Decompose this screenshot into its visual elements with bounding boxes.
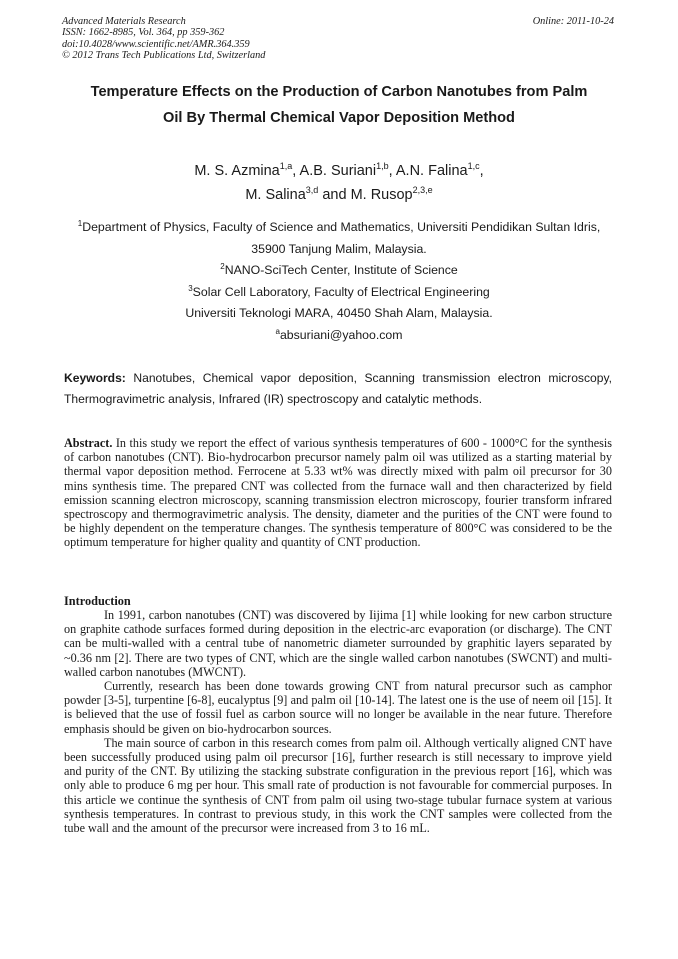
keywords-section xyxy=(64,368,612,409)
affiliation-3-address: Universiti Teknologi MARA, 40450 Shah Alam, Malaysia. xyxy=(185,306,493,320)
author-conjunction: and xyxy=(318,187,351,203)
copyright-line: © 2012 Trans Tech Publications Ltd, Switzerland xyxy=(62,49,266,61)
author-separator: , xyxy=(479,163,484,179)
abstract-section xyxy=(64,436,612,550)
author-name: A.N. Falina xyxy=(395,163,468,179)
affiliation-3: $^3$Solar Cell Laboratory, Faculty of Electrical Engineering xyxy=(188,283,490,299)
email-superscript: a xyxy=(275,326,280,336)
author-line-1 xyxy=(60,159,618,183)
doi-line: doi:10.4028/www.scientific.net/AMR.364.359 xyxy=(62,38,250,50)
journal-header xyxy=(62,16,618,61)
introduction-section xyxy=(64,608,612,835)
introduction-heading: Introduction xyxy=(64,594,131,608)
corresponding-email: $^a$absuriani@yahoo.com xyxy=(275,326,403,342)
author-superscript: 2,3,e xyxy=(412,185,433,195)
author-name: A.B. Suriani xyxy=(299,163,377,179)
abstract-label: Abstract. xyxy=(64,436,113,450)
keywords-text: Nanotubes, Chemical vapor deposition, Scanning transmission electron microscopy, Thermogravimetric analysis, Infrared (IR) spectroscopy and catalytic methods. xyxy=(64,371,612,406)
author-name: M. S. Azmina xyxy=(194,163,280,179)
keywords-label: Keywords: xyxy=(64,371,126,385)
journal-name: Advanced Materials Research xyxy=(62,16,186,27)
author-name: M. Rusop xyxy=(350,187,413,203)
abstract-text: In this study we report the effect of various synthesis temperatures of 600 - 1000°C for the synthesis of carbon nanotubes (CNT). Bio-hydrocarbon precursor namely palm oil was utilized as a starting material by thermal vapor deposition method. Ferrocene at 5.33 wt% was directly mixed with palm oil precursor for 30 mins synthesis time. The prepared CNT was collected from the furnace wall and then characterized by field emission scanning electron microscopy, scanning transmission electron microscopy, fourier transform infrared spectroscopy and thermogravimetric analysis. The density, diameter and the purities of the CNT were found to be highly dependent on the temperature changes. The synthesis temperature of 800°C was considered to be the optimum temperature for higher quality and quantity of CNT production. xyxy=(64,436,613,550)
author-name: M. Salina xyxy=(245,187,306,203)
issn-line: ISSN: 1662-8985, Vol. 364, pp 359-362 xyxy=(62,27,225,39)
author-line-2 xyxy=(60,183,618,207)
author-list xyxy=(60,159,618,207)
paper-title xyxy=(50,79,628,131)
author-separator: , xyxy=(388,163,396,179)
affiliation-list xyxy=(60,217,618,346)
author-separator: , xyxy=(292,163,300,179)
title-line-1: Temperature Effects on the Production of Carbon Nanotubes from Palm xyxy=(90,84,588,100)
intro-paragraph-2: Currently, research has been done towards growing CNT from natural precursor such as camphor powder [3-5], turpentine [6-8], eucalyptus [9] and palm oil [10-14]. The latest one is the use of neem oil [15]. It is believed that the use of fossil fuel as carbon source will no longer be available in the near future. Therefore emphasis should be given on bio-hydrocarbon sources. xyxy=(64,679,612,736)
affiliation-2: $^2$NANO-SciTech Center, Institute of Science xyxy=(220,262,458,277)
affiliation-1-address: 35900 Tanjung Malim, Malaysia. xyxy=(251,241,427,256)
affiliation-superscript: 1 xyxy=(77,219,83,228)
affiliation-superscript: 2 xyxy=(220,262,225,271)
online-date: Online: 2011-10-24 xyxy=(532,16,614,27)
author-superscript: 1,c xyxy=(467,161,480,171)
intro-paragraph-1: In 1991, carbon nanotubes (CNT) was discovered by Iijima [1] while looking for new carbon structure on graphite cathode surfaces formed during deposition in the electric-arc evaporation (or discharge). The CNT can be multi-walled with a central tube of nanometric diameter surrounded by graphitic layers separated by ~0.36 nm [2]. There are two types of CNT, which are the single walled carbon nanotubes (SWCNT) and multi-walled carbon nanotubes (MWCNT). xyxy=(64,608,612,679)
author-superscript: 1,b xyxy=(376,161,389,171)
author-superscript: 3,d xyxy=(305,185,319,195)
affiliation-1: $^1$Department of Physics, Faculty of Science and Mathematics, Universiti Pendidikan Sultan Idris, xyxy=(77,219,601,234)
author-superscript: 1,a xyxy=(279,161,293,171)
intro-paragraph-3: The main source of carbon in this research comes from palm oil. Although vertically aligned CNT have been successfully produced using palm oil precursor [16], further research is still necessary to improve yield and purity of the CNT. By utilizing the stacking substrate configuration in the previous report [16], which was only able to produce 6 mg per hour. This small rate of production is not favourable for commercial purposes. In this article we continue the synthesis of CNT from palm oil using two-stage tubular furnace system at various synthesis temperatures. In contrast to previous study, in this work the CNT samples were collected from the tube wall and the amount of the precursor were increased from 3 to 16 mL. xyxy=(64,735,612,836)
affiliation-superscript: 3 xyxy=(188,283,193,293)
title-line-2: Oil By Thermal Chemical Vapor Deposition Method xyxy=(163,110,515,126)
